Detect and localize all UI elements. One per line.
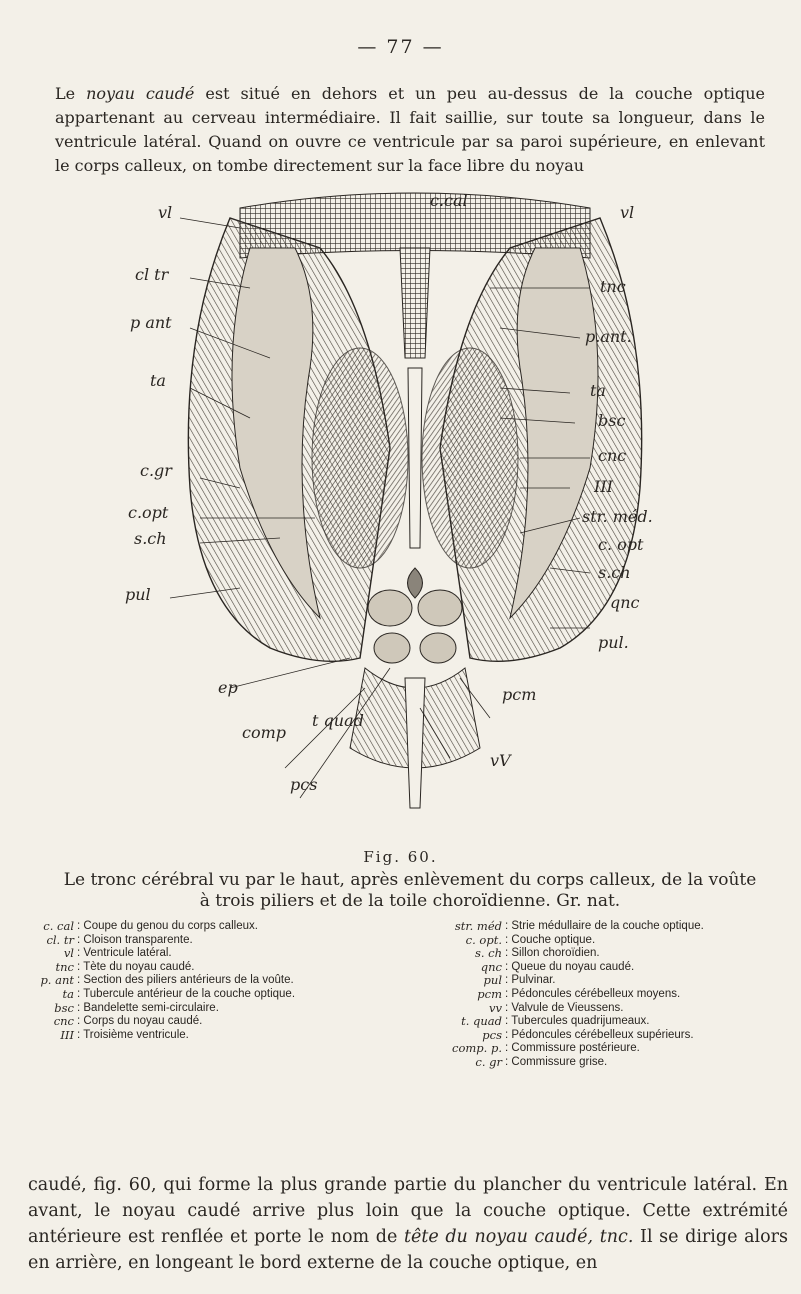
label-III: III: [594, 477, 613, 496]
paragraph-bottom: caudé, fig. 60, qui forme la plus grande partie du plancher du ventricule latéral. En avant, le noyau caudé arrive plus loin que la couche optique. Cette extrémité antérieure est renflée et porte le nom de tête du noyau caudé, tnc. Il se dirige alors en arrière, en longeant le bord externe de la couche optique, en: [28, 1175, 788, 1273]
label-cnc: cnc: [598, 446, 627, 465]
legend-text: : Tubercule antérieur de la couche optique.: [77, 988, 354, 1002]
legend-text: : Cloison transparente.: [77, 934, 354, 948]
legend-text: : Pulvinar.: [505, 974, 780, 988]
legend-abbr: vv: [489, 1000, 502, 1015]
legend-entry: [34, 1002, 354, 1016]
legend-text: : Commissure grise.: [505, 1056, 780, 1070]
brain-figure: [120, 188, 710, 828]
legend-entry: [420, 920, 780, 934]
label-ta-right: ta: [590, 381, 606, 400]
label-vl-left: vl: [158, 203, 173, 222]
legend-abbr: bsc: [54, 1000, 74, 1015]
label-pul-left: pul: [125, 585, 151, 604]
legend-text: : Bandelette semi-circulaire.: [77, 1002, 354, 1016]
legend-text: : Pédoncules cérébelleux moyens.: [505, 988, 780, 1002]
figure-number: Fig. 60.: [363, 848, 438, 866]
label-pcs: pcs: [290, 775, 318, 794]
label-cl-tr: cl tr: [135, 265, 169, 284]
label-comp: comp: [242, 723, 287, 742]
legend-abbr: qnc: [480, 959, 502, 974]
legend-entry: [34, 988, 354, 1002]
label-bsc: bsc: [598, 411, 626, 430]
legend-entry: [34, 920, 354, 934]
label-p-ant-right: p.ant.: [585, 327, 632, 346]
legend-entry: [34, 1015, 354, 1029]
page-number: — 77 —: [357, 36, 444, 58]
legend-text: : Troisième ventricule.: [77, 1029, 354, 1043]
brain-illustration: [120, 188, 710, 828]
legend-abbr: c. gr: [475, 1054, 502, 1069]
legend-abbr: s. ch: [474, 946, 502, 961]
legend-abbr: cnc: [53, 1014, 74, 1029]
quadrigeminal-body: [418, 590, 462, 626]
legend-left: [34, 920, 354, 1042]
term-tete-noyau-caude: tête du noyau caudé, tnc.: [403, 1227, 634, 1247]
legend-text: : Section des piliers antérieurs de la voûte.: [77, 974, 354, 988]
legend-text: : Ventricule latéral.: [77, 947, 354, 961]
legend-text: : Sillon choroïdien.: [505, 947, 780, 961]
legend-entry: [34, 934, 354, 948]
legend-abbr: c. cal: [43, 919, 74, 933]
label-str-med: str. méd.: [582, 507, 653, 526]
legend-right: [420, 920, 780, 1070]
label-c-opt-right: c. opt: [598, 535, 644, 554]
legend-abbr: pul: [483, 973, 502, 988]
label-c-cal: c.cal: [430, 191, 468, 210]
quadrigeminal-body: [368, 590, 412, 626]
legend-text: : Coupe du genou du corps calleux.: [77, 920, 354, 934]
legend-abbr: III: [60, 1027, 74, 1042]
legend-entry: [420, 1029, 780, 1043]
label-pul-right: pul.: [598, 633, 629, 652]
legend-abbr: t. quad: [461, 1014, 502, 1029]
term-noyau-caude: noyau caudé: [86, 84, 195, 103]
legend-entry: [420, 961, 780, 975]
legend-abbr: comp. p.: [452, 1041, 502, 1056]
legend-text: : Valvule de Vieussens.: [505, 1002, 780, 1016]
label-pcm: pcm: [502, 685, 537, 704]
legend-entry: [420, 1002, 780, 1016]
left-thalamus: [312, 348, 408, 568]
pineal-gland: [408, 568, 423, 598]
legend-abbr: str. méd: [454, 919, 502, 933]
quadrigeminal-body: [420, 633, 456, 663]
legend-abbr: pcm: [477, 986, 502, 1001]
label-ta-left: ta: [150, 371, 166, 390]
legend-entry: [34, 974, 354, 988]
legend-abbr: c. opt.: [465, 932, 502, 947]
legend-abbr: cl. tr: [46, 932, 74, 947]
legend-abbr: tnc: [55, 959, 74, 974]
label-c-opt-left: c.opt: [128, 503, 169, 522]
legend-text: : Tubercules quadrijumeaux.: [505, 1015, 780, 1029]
legend-entry: [420, 934, 780, 948]
valve-of-vieussens: [405, 678, 425, 808]
legend-text: : Queue du noyau caudé.: [505, 961, 780, 975]
label-s-ch-left: s.ch: [134, 529, 167, 548]
legend-abbr: p. ant: [40, 973, 74, 988]
legend-entry: [420, 1015, 780, 1029]
right-thalamus: [422, 348, 518, 568]
label-p-ant-left: p ant: [130, 313, 172, 332]
legend-entry: [420, 947, 780, 961]
label-vv: vV: [490, 751, 511, 770]
label-c-gr: c.gr: [140, 461, 172, 480]
label-ep: ep: [218, 678, 238, 697]
legend-entry: [34, 961, 354, 975]
legend-entry: [420, 1056, 780, 1070]
septum: [400, 248, 430, 358]
third-ventricle: [408, 368, 422, 548]
legend-text: : Couche optique.: [505, 934, 780, 948]
legend-entry: [420, 974, 780, 988]
legend-entry: [420, 988, 780, 1002]
legend-abbr: vl: [63, 946, 74, 961]
legend-abbr: ta: [62, 986, 74, 1001]
quadrigeminal-body: [374, 633, 410, 663]
label-vl-right: vl: [620, 203, 635, 222]
label-qnc: qnc: [610, 593, 640, 612]
legend-text: : Pédoncules cérébelleux supérieurs.: [505, 1029, 780, 1043]
legend-entry: [34, 1029, 354, 1043]
legend-abbr: pcs: [482, 1027, 502, 1042]
legend-text: : Tète du noyau caudé.: [77, 961, 354, 975]
figure-caption: Le tronc cérébral vu par le haut, après enlèvement du corps calleux, de la voûte à trois piliers et de la toile choroïdienne. Gr. nat.: [63, 870, 757, 911]
legend-entry: [34, 947, 354, 961]
legend-entry: [420, 1042, 780, 1056]
legend-text: : Strie médullaire de la couche optique.: [505, 920, 780, 934]
label-tnc: tnc: [600, 277, 626, 296]
legend-text: : Corps du noyau caudé.: [77, 1015, 354, 1029]
legend-text: : Commissure postérieure.: [505, 1042, 780, 1056]
label-t-quad: t quad: [312, 711, 364, 730]
paragraph-top: Le noyau caudé est situé en dehors et un peu au-dessus de la couche optique appartenant au cerveau intermédiaire. Il fait saillie, sur toute sa longueur, dans le ventricule latéral. Quand on ouvre ce ventricule par sa paroi supérieure, en enlevant le corps calleux, on tombe directement sur la face libre du noyau: [55, 84, 765, 175]
label-s-ch-right: s.ch: [598, 563, 631, 582]
